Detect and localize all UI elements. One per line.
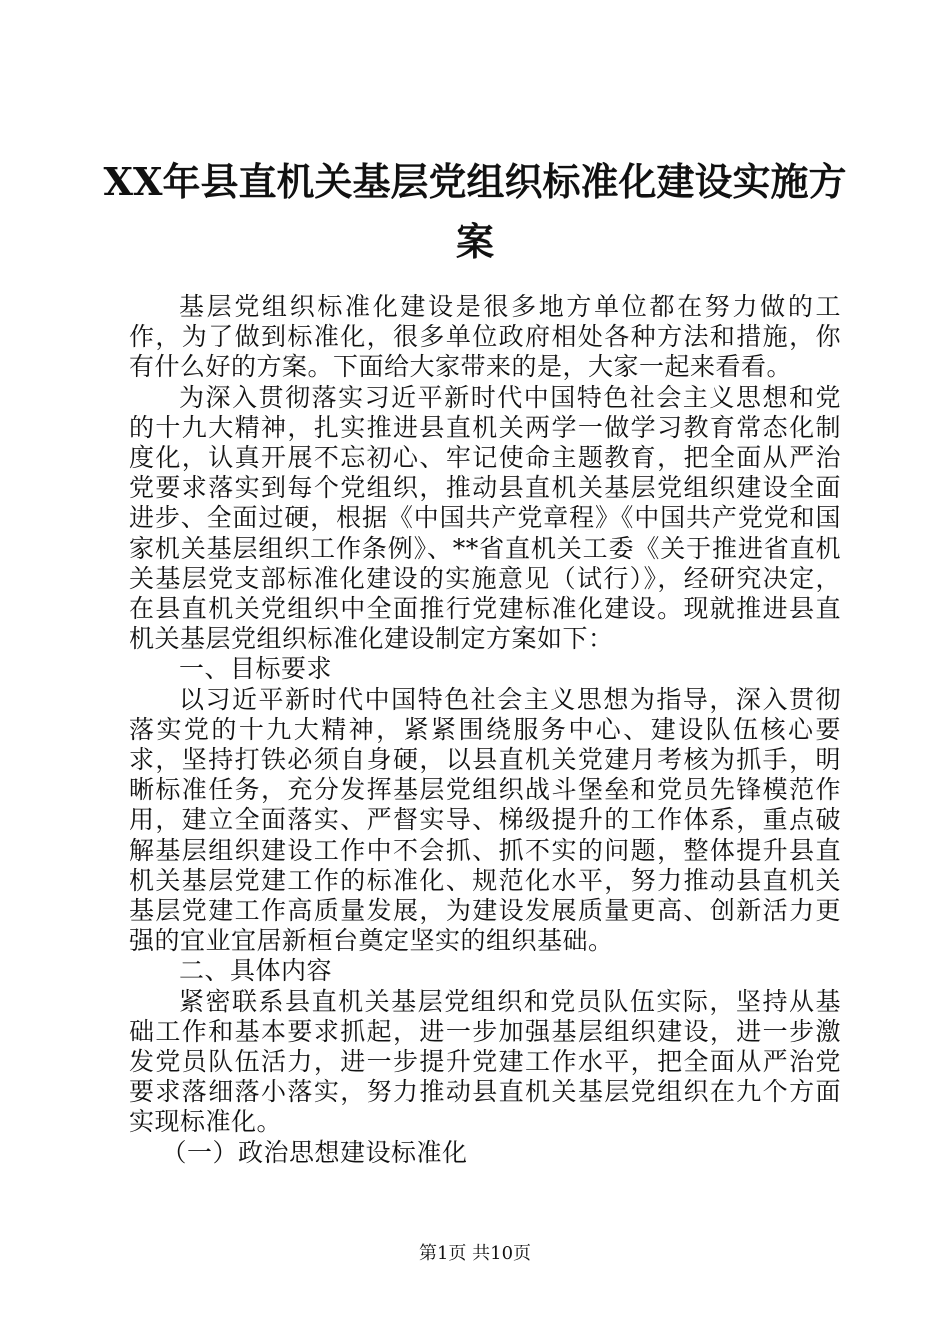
section-heading-content: 二、具体内容 — [179, 956, 333, 986]
content-paragraph: 紧密联系县直机关基层党组织和党员队伍实际，坚持从基础工作和基本要求抓起，进一步加强基层组织建设，进一步激发党员队伍活力，进一步提升党建工作水平，把全面从严治党要求落细落小落实，努力推动县直机关基层党组织在九个方面实现标准化。 — [129, 986, 841, 1137]
goals-paragraph: 以习近平新时代中国特色社会主义思想为指导，深入贯彻落实党的十九大精神，紧紧围绕服务中心、建设队伍核心要求，坚持打铁必须自身硬，以县直机关党建月考核为抓手，明晰标准任务，充分发挥基层党组织战斗堡垒和党员先锋模范作用，建立全面落实、严督实导、梯级提升的工作体系，重点破解基层组织建设工作中不会抓、抓不实的问题，整体提升县直机关基层党建工作的标准化、规范化水平，努力推动县直机关基层党建工作高质量发展，为建设发展质量更高、创新活力更强的宜业宜居新桓台奠定坚实的组织基础。 — [129, 684, 841, 956]
intro-paragraph: 基层党组织标准化建设是很多地方单位都在努力做的工作，为了做到标准化，很多单位政府相处各种方法和措施，你有什么好的方案。下面给大家带来的是，大家一起来看看。 — [129, 292, 841, 382]
document-body — [129, 292, 841, 1168]
section-heading-goals: 一、目标要求 — [179, 654, 333, 684]
page-number-footer: 第1页 共10页 — [418, 1243, 532, 1264]
subsection-heading-political: （一）政治思想建设标准化 — [161, 1137, 468, 1167]
background-paragraph: 为深入贯彻落实习近平新时代中国特色社会主义思想和党的十九大精神，扎实推进县直机关两学一做学习教育常态化制度化，认真开展不忘初心、牢记使命主题教育，把全面从严治党要求落实到每个党组织，推动县直机关基层党组织建设全面进步、全面过硬，根据《中国共产党章程》《中国共产党党和国家机关基层组织工作条例》、**省直机关工委《关于推进省直机关基层党支部标准化建设的实施意见（试行）》，经研究决定，在县直机关党组织中全面推行党建标准化建设。现就推进县直机关基层党组织标准化建设制定方案如下： — [129, 382, 841, 654]
document-title: XX年县直机关基层党组织标准化建设实施方案 — [103, 159, 847, 264]
